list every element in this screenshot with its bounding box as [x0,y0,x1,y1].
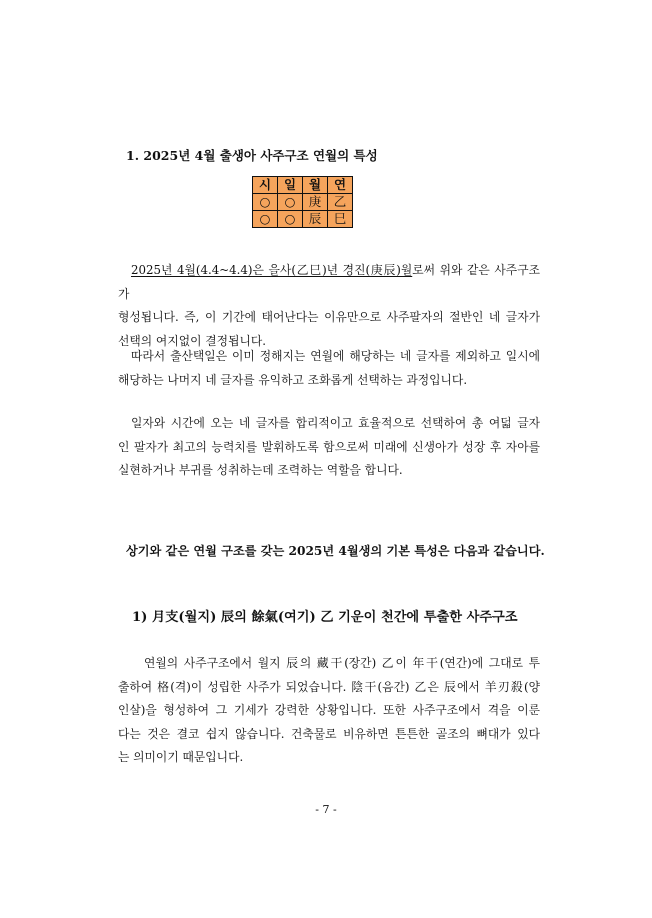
paragraph-line: 인살)을 형성하여 그 기세가 강력한 상황입니다. 또한 사주구조에서 격을 이룬 [118,703,540,717]
saju-header-cell: 연 [328,177,353,194]
saju-cell: 辰 [303,211,328,228]
saju-header-cell: 시 [253,177,278,194]
saju-header-row [253,177,353,194]
section-title: 1. 2025년 4월 출생아 사주구조 연월의 특성 [126,148,378,163]
paragraph-3 [118,412,540,483]
saju-cell: ○ [278,194,303,211]
paragraph-line: 일자와 시간에 오는 네 글자를 합리적이고 효율적으로 선택하여 총 여덟 글자 [131,416,540,430]
saju-cell: 巳 [328,211,353,228]
paragraph-4 [118,652,540,770]
saju-header-cell: 월 [303,177,328,194]
paragraph-line: 형성됩니다. 즉, 이 기간에 태어난다는 이유만으로 사주팔자의 절반인 네 글자가 [118,310,540,324]
paragraph-line: 출하여 格(격)이 성립한 사주가 되었습니다. 陰干(음간) 乙은 辰에서 羊刃殺(양 [118,679,540,694]
paragraph-line: 실현하거나 부귀를 성취하는데 조력하는 역할을 합니다. [118,463,403,477]
paragraph-2 [118,345,540,392]
paragraph-1 [118,259,540,353]
page-number: - 7 - [315,803,337,816]
paragraph-line: 선택의 여지없이 결정됩니다. [118,333,266,348]
saju-header-cell: 일 [278,177,303,194]
saju-cell: ○ [253,211,278,228]
saju-branch-row [253,211,353,228]
underlined-date-range: 2025년 4월(4.4~4.4)은 을사(乙巳)년 경진(庚辰)월 [131,263,413,277]
saju-cell: 乙 [328,194,353,211]
summary-heading: 상기와 같은 연월 구조를 갖는 2025년 4월생의 기본 특성은 다음과 같습니다. [126,544,545,558]
saju-cell: ○ [278,211,303,228]
saju-stem-row [253,194,353,211]
paragraph-line: 따라서 출산택일은 이미 정해지는 연월에 해당하는 네 글자를 제외하고 일시에 [131,349,540,363]
paragraph-line: 다는 것은 결코 쉽지 않습니다. 건축물로 비유하면 튼튼한 골조의 뼈대가 있다 [118,726,540,741]
sub-heading: 1) 月支(월지) 辰의 餘氣(여기) 乙 기운이 천간에 투출한 사주구조 [132,610,518,625]
paragraph-line: 인 팔자가 최고의 능력치를 발휘하도록 함으로써 미래에 신생아가 성장 후 자아를 [118,439,540,454]
saju-cell: 庚 [303,194,328,211]
saju-table [252,176,353,228]
paragraph-line [118,259,540,306]
paragraph-line: 해당하는 나머지 네 글자를 유익하고 조화롭게 선택하는 과정입니다. [118,372,468,387]
paragraph-text: 로써 위와 같은 사주구조가 [118,263,540,301]
saju-cell: ○ [253,194,278,211]
paragraph-line: 연월의 사주구조에서 월지 辰의 藏干(장간) 乙이 年干(연간)에 그대로 투 [144,656,540,670]
paragraph-line: 는 의미이기 때문입니다. [118,750,244,764]
